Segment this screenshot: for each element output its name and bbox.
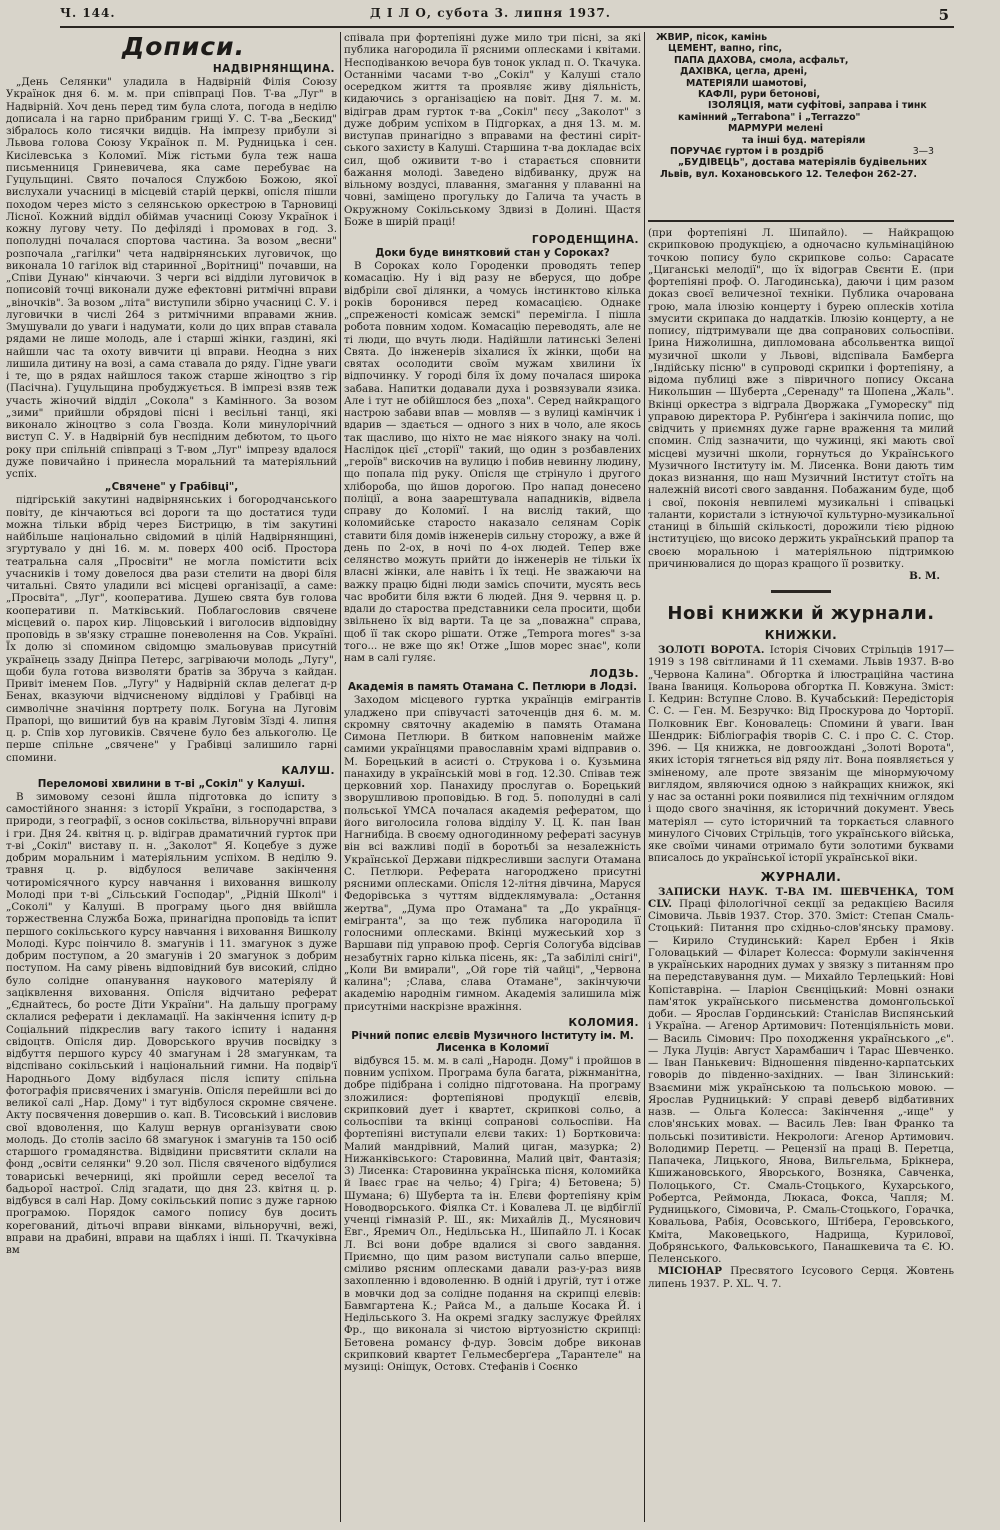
- masthead-rule: [60, 26, 954, 28]
- ad-line: ІЗОЛЯЦІЯ, мати суфітові, заправа і тинк: [708, 100, 927, 112]
- article-day-of-peasant-woman: „День Селянки" уладила в Надвірній Філія Союзу Українок дня 6. м. м. при співпраці Пов. Т-ва „Луг" в Надвірній. Хоч день перед тим була слота, погода в неділю дописала і на гарно прибраним грищі У. С. Т-ва „Бескид" зібралось коло тисячки видців. На імпрезу прибули зі Львова голова Союзу Українок п. М. Рудницька і сен. Кисілевська з Коломиї. Між гістьми була теж наша письменниця Гриневичева, яка саме перебуває на Гуцульщині. Свято почалося Службою Божою, якої вислухали учасниці в місцевій старій церкві, опісля пішли походом через місто з селянською оркестрою в Тарновиці Лісної. Кожний відділ обіймав учасниці Союзу Українок і кожну лугову чету. По дефіляді і промовах в год. 3. пополудні почалася спортова частина. За возом „весни" розпочала „гагілки" чета надвірнянських луговичок, що виконала 10 гагілок від старинної „Ворітниці" почавши, на „Співи Дунаю" кінчаючи. З черги всі відділи луговичок в пописовій точці виконали дуже ефектовні ритмічні вправи „віночків". За возом „літа" виступили збірно учасниці С. У. і луговички в числі 264 з ритмічними вправами жнив. Змушували до уваги і надумати, коли до цих вправ ставала рядами не лише молодь, але і старші жінки, газдині, які найшли час та охоту вивчити ці вправи. Неодна з них лишила дитину на возі, а сама ставала до ряду. Гідне уваги і те, що в рядах найшлося також старше жіноцтво з гір (Пасічна). Гуцульщина пробуджується. В імпрезі взяв теж участь жіночий відділ „Сокола" з Камінного. За возом „зими" прийшли обрядові пісні і весільні танці, які виконало жіноцтво з сола Гвозда. Коли минулорічний виступ С. У. в Надвірній був неспідним дебютом, то цього року при спільній співпраці з Т-вом „Луг" імпрезу вдалося дуже повичайно і принесла моральний та матеріяльний успіх.: [6, 76, 337, 480]
- region-heading-lodz: ЛОДЗЬ.: [589, 668, 639, 681]
- article-music-institute: відбувся 15. м. м. в салі „Народн. Дому" і пройшов в повним успіхом. Програма була багата, ріжнманітна, добре підібрана і солідно підготована. На програму зложилися: фортепіянові продукції елєвів, скрипковий дует і квартет, скрипкові сольо, а сольоспіви та вкінці сопранові сольоспіви. На фортепіяні виступали елєви таких: 1) Бортковича: Малий мандрівний, Малий циган, мазурка; 2) Нижанківського: Старовинна, Малий цвіт, Фантазія; 3) Лисенка: Старовинна українська пісня, коломийка й Іваєс грає на чельо; 4) Гріга; 4) Бетовена; 5) Шумана; 6) Шуберта та ін. Елєви фортепіяну крім Новодворського. Фіялка Ст. і Ковалева Л. це відбіглії ученці гімназій Р. Ш., як: Михайлів Д., Мусянович Евг., Яремич Ол., Недільська Н., Шипайло Л. і Косак Л. Всі вони добре вдалися зі свого завдання. Приємно, що цим разом виступали сальо вперше, сміливо рясним оплесками давали раз-у-раз вияв захопленню і вдоволенню. В одній і другій, тут і отже в мовчки дод за солідне подання на скрипці елєвів: Бавмгартена К.; Райса М., а дальше Косака Й. і Недільського З. На окремі згадку заслужує Фрейлях Фр., що виконала зі чистою віртуозністю скрипці: Бетовена романсу ф-дур. Зовсім добре виконав скрипковий квартет Гельмесберґера „Тарантеле" на музиці: Оніщук, Остовх. Стефанів і Соєнко: [344, 1054, 641, 1373]
- journal-description: Пресвятого Ісусового Серця. Жовтень липень 1937. Р. XL. Ч. 7.: [648, 1265, 954, 1290]
- ad-company: „БУДІВЕЦЬ", достава матеріялів будівельних: [678, 157, 927, 169]
- journal-zapysky-ntsh: [648, 886, 954, 1266]
- article-petliura-academy: Заходом місцевого гуртка українців емігрантів уладжено при співучасті заточенців дня 6. м. м. скромну святочну академію в память Отамана Симона Петлюри. В битком наповненім майже самими українцями православнім храмі відправив о. М. Борецький в асисті о. Струкова і о. Кузьмина панахиду в українській мові в год. 12.30. Співав теж церковний хор. Панахиду прослугав о. Борецький зворушливою проповідью. В год. 5. пополудні в салі польської YMCA почалася академія рефератом, що його виголосила голова відділу У. Ц. К. пан Іван Нагнибіда. В своєму одногодинному рефераті засунув він всі важливі події в боротьбі за незалежність Української Держави підкресливши заслуги Отамана С. Петлюри. Реферата нагороджено присутні рясними оплесками. Опісля 12-літня дівчина, Маруся Федорівська з чуттям віддеклямувала: „Остання жертва", „Дума про Отамана" та „До українця-емігранта", за що теж публика нагородила її голосними оплесками. Вкінці мужеський хор з Варшави під управою проф. Сергія Сологуба відсівав незабутніх гарно кілька пісень, як: „Та забілілі снігі", „Коли Ви вмирали", „Ой горе тій чайці", „Червона калина"; ;Слава, слава Отамане", закінчуючи академію народнім гимном. Академія залишила між присутніми наскрізне вражіння.: [344, 694, 641, 1013]
- headline-hrabivka: „Свячене" у Грабівці",: [104, 481, 239, 494]
- column-rule-1: [340, 32, 341, 1522]
- headline-music-institute: Річний попис елєвів Музичного Інституту ім. М. Лисенка в Коломиї: [351, 1029, 634, 1054]
- region-heading-nadvirna: НАДВІРНЯНЩИНА.: [212, 63, 335, 75]
- books-section-title: Нові книжки й журнали.: [667, 603, 935, 624]
- region-heading-kalush: КАЛУШ.: [281, 764, 335, 777]
- ad-line: ЖВИР, пісок, камінь: [656, 32, 768, 43]
- page-number: 5: [938, 6, 950, 24]
- ad-line: КАФЛІ, рури бетонові,: [698, 89, 821, 101]
- headline-sokil-kalush: Переломові хвилини в т-ві „Сокіл" у Калуші.: [37, 777, 306, 790]
- books-subheading: КНИЖКИ.: [764, 628, 838, 642]
- region-heading-horodenka: ГОРОДЕНЩИНА.: [531, 234, 639, 246]
- journal-description: Праці філологічної секції за редакцією Василя Сімовича. Львів 1937. Стор. 370. Зміст: Степан Смаль-Стоцький: Питання про східньо-слов'янську прамову. — Кирило Студинський: Карел Ербен і Яків Головацький — Філарет Колесса: Формули закінчення в українських народних думах у звязку з питанням про на передставування дум. — Михайло Терлецький: Нові Копіставріна. — Іларіон Свєнціцький: Мовні ознаки пам'яток українського письменства домонгольської доби. — Ярослав Гординський: Станіслав Виспянський і Україна. — Агенор Артимович: Потенціяльність мови. — Василь Сімович: Про походження українського „є". — Лука Луців: Август Харамбашич і Тарас Шевченко. — Іван Панькевич: Відношення південно-карпатських говорів до південно-західних. — Іван Зілинський: Взаємини між українською та польською мовою. — Ярослав Рудницький: У справі деверб відбативних назв. — Ольга Колесса: Закінчення „-ище" у слов'янських мовах. — Василь Лев: Іван Франко та польські позитивісти. Некрологи: Агенор Артимович. Володимир Перетц. — Рецензії на праці В. Перетца, Папачека, Лицького, Янова, Вильгельма, Брікнера, Кшижановського, Яворського, Возняка, Савченка, Полоцького, Ст. Смаль-Стоцького, Кухарського, Робертса, Реймонда, Люкаса, Фокса, Чапля; М. Рудницького, Сімовича, Р. Смаль-Стоцького, Горачка, Ковальова, Рабія, Осовського, Штібера, Геровського, Кміта, Маковецького, Надрища, Курилової, Добрянського, Фальковського, Панашкевича та Є. Ю. Пеленського.: [648, 897, 954, 1265]
- headline-soroky: Доки буде винятковий стан у Сороках?: [375, 247, 610, 259]
- journal-title: ЗАПИСКИ НАУК. Т-ВА ІМ. ШЕВЧЕНКА, ТОМ СLV.: [648, 885, 954, 910]
- headline-petliura-academy: Академія в память Отамана С. Петлюри в Лодзі.: [347, 681, 638, 694]
- article-soroky: В Сороках коло Городенки проводять тепер комасацію. Ну і від разу не вберуся, що добре відбріли свої ділянки, а чомусь інстинктово кілька років боронився перед комасацією. Однаке „спреженості комісаж земскі" перемігла. І пішла робота повним ходом. Комасацію переводять, але не ті люди, що вчуть люди. Надійшли латинські Зелені Свята. До інженерів зіхалися їх жінки, щоби на святах осолодити своїм мужам хвилини їх відпочинку. У городі біля їх дому почалася широка забава. Напитки додавали духа і розвязували язика. Але і тут не обійшлося без „поха". Серед найкращого настрою забави впав — мовляв — з вулиці камінчик і вдарив — здається — одного з них в чоло, але якось так щасливо, що ніхто не має ніякого знаку на чолі. Наслідок цієї „сторії" такий, що один з розбавлених „героїв" вискочив на вулицю і побив невинну людину, що попала під руку. Опісля ще стрінуло і другого хлібороба, що йшов дорогою. Про напад донесено поліції, а вона заарештувала нападників, відвела справу до Коломиї. І на вислід такий, що коломийське старосто наказало селянам Сорік ставити біля домів інженерів сильну сторожу, а вже й день по 2-ох, в ночі по 4-ох людей. Тепер вже селянство можуть прийти до інженерів не тільки їх власні жінки, але навіть і їх теці. Не зважаючи на важку працю бідні люди замісь спочити, мусять весь час вробити біля вжти 6 людей. Дня 9. червня ц. р. вдали до староства представники села просити, щоби звільнено їх від варти. Та це за „поважна" справа, щоб її так скоро рішати. Отже „Tempora mores" з-за того... не вже що як! Отже „Ішов морес знає", коли нам в салі гуляє.: [344, 260, 641, 664]
- ad-recommends-text: ПОРУЧАЄ гуртом і в роздріб: [670, 146, 824, 158]
- column-rule-2: [644, 32, 645, 1522]
- ad-line: камінний „Terrabona" і „Terrazzo": [678, 111, 861, 123]
- ad-line: та інші буд. матеріяли: [742, 134, 866, 146]
- ad-line: МАРМУРИ мелені: [728, 123, 823, 135]
- section-title: Дописи.: [122, 32, 246, 61]
- column-2: [344, 32, 641, 1522]
- column-3: [648, 32, 954, 1522]
- masthead: [60, 6, 950, 28]
- column-1: [6, 32, 337, 1522]
- ad-line: МАТЕРІЯЛИ шамотові,: [686, 77, 807, 89]
- article-music-institute-continued: (при фортепіяні Л. Шипайло). — Найкращою скрипковою продукцією, а одночасно кульмінаційною точкою попису було скрипкове сольо: Сарасате „Циганські мелодії", що їх відограв Свєнти Е. (при фортепіяні проф. О. Лагодинська), даючи і цим разом доказ своєї величезної техніки. Публика очарована грою, мала ілюзію концерту і бурею оплесків хотіла змусити скрипака до наддатків. Ілюзію концерту, а не попису, підтримували ще два сопранових сольоспіви. Ірина Нижолишна, дипломована абсольвентка вищої музичної школи у Львові, відспівала Бамберга „Індійську пісню" в супроводі скрипки і фортепіяну, а відома публиці вже з півричного попису Оксана Никольшин — Шуберта „Серенаду" та Шопена „Жаль". Вкінці оркестра з відграла Дворжака „Гумореску" під управою директора Р. Рубінґера і закінчила попис, що свідчить у приємнях дуже гарне враження та милий спомин. Слід зазначити, що чужинці, які мають свої місцеві музичні школи, горнуться до Українського Музичного Інституту ім. М. Лисенка. Вони дають тим доказ визнання, що наш Музичний Інститут стоїть на належній висоті свого завдання. Побажаним буде, щоб і свої, поконія невпилемі музикальні і співацькі таланти, користали з істнуючої культурно-музикальної станиці в більшій скількості, дорожили тією рідною інституцією, що високо держить український прапор та своєю моральною і матеріяльною підтримкою причинювалися до щораз кращого її розвитку.: [648, 227, 954, 570]
- article-signature: В. М.: [909, 570, 940, 582]
- book-description: Історія Січових Стрільців 1917—1919 з 198 світлинами й 11 схемами. Львів 1937. В-во „Червона Калина". Обгортка й ілюстраційна частина Івана Іваниця. Кольорова обгортка П. Ковжуна. Зміст: І. Кедрин: Вступне Слово. В. Кучабський: Передісторія С. С. — Ген. М. Безручко: Від Проскурова до Чорторії. Полковник Евг. Коновалець: Спомини й уваги. Іван Шендрик: Бібліографія творів С. С. і про С. С. Стор. 396. — Ця книжка, не довгоождані „Золоті Ворота", яких історія тягнеться від ряду літ. Вона появляється у зміненому, але проте звязанім ще мінормуючому виглядом, являючися одною з найкращих книжок, які у нас за останні роки появилися під технічним оглядом і щодо свого значіння, як історичний документ. Увесь матеріял — суто історичний та торкається славного минулого Січових Стрільців, того українського війська, яке своїми чинами отримало бути золотими буквами вписалось до української історії української віки.: [648, 644, 954, 865]
- journal-misionar: [648, 1265, 954, 1290]
- ad-line: ЦЕМЕНТ, вапно, гіпс,: [668, 43, 783, 55]
- journals-subheading: ЖУРНАЛИ.: [760, 869, 842, 884]
- ad-line: ДАХІВКА, цегла, дренi,: [680, 66, 808, 78]
- ad-address: Львів, вул. Кохановського 12. Телефон 262-27.: [660, 168, 917, 180]
- ad-run-counter: 3—3: [912, 146, 934, 158]
- advertisement-budivets: [648, 32, 954, 220]
- section-divider: [771, 590, 831, 593]
- book-title: ЗОЛОТІ ВОРОТА.: [658, 644, 765, 656]
- region-heading-kolomyia: КОЛОМИЯ.: [568, 1016, 639, 1029]
- book-zoloti-vorota: [648, 644, 954, 865]
- ad-recommends: [648, 146, 954, 157]
- article-sokil-kalush: В зимовому сезоні йшла підготовка до іспиту з самостійного знання: з історії України, з господарства, з природи, з географії, з основ сокільства, вільноручні вправи і гри. Дня 24. квітня ц. р. відіграв драматичний гурток при т-ві „Сокіл" виставу п. н. „Заколот" Я. Коцебуе з дуже добрим моральним і матеріяльним успіхом. В неділю 9. травня ц. р. відбулося величаве закінчення чотиромісячного курсу навчання і виховання вишколу Молоді при т-ві „Сільський Господар", „Рідній Школі" і „Соколі" у Калуші. В програму цього дня ввійшла торжественна Служба Божа, принагідна проповідь та іспит першого сокільського курсу навчання і виховання Вишколу Молоді. Курс поінчило 8. змагунів і 11. змагунок з дуже добрим поступом, а 20 змагунів і 20 змагунок з добрим поступом. На саму рівень відповідний був високий, слідно було солідне опанування наукового матеріялу й заціквлення виховання. Опісля відчитано реферат „Єднайтесь, бо росте Діти України". На дальшу програму склалися реферати і декламації. На закінчення іспиту д-р Соціальний підкреслив вагу такого іспиту і надання свідоцтв. Опісля дир. Доворського вручив посвідку з відбуття першого курсу 40 змагунам і 28 змагункам, та відспівано сокільський і національний гимни. На подвір'ї Народнього Дому відбулася після іспиту спільна фотографія присвячених і змагунів. Опісля перейшли всі до великої салі „Нар. Дому" і тут відбулося скромне свячене. Акту посвячення довершив о. кап. В. Тисовський і висловив свої вдоволення, що Калуш вернув організувати свою молодь. До столів засіло 68 змагунок і змагунів та 150 осіб старшого громадянства. Відвідини присвятити склали на фонд „освіти селянки" 9.20 зол. Після свяченого відбулися товариські вечерниці, які пройшли серед веселої та бадьорої настрої. Слід згадати, що дня 23. квітня ц. р. відбувся в салі Нар. Дому сокільський попис з дуже гарною програмою. Порядок самого попису був досить корегований, дітьочі вправи вінками, вільноручні, вежі, вправи на драбині, вправи на щаблях і інші. П. Ткачуківна вм: [6, 790, 337, 1256]
- ad-rule: [648, 220, 954, 222]
- article-sokil-kalush-continued: співала при фортепіяні дуже мило три пісні, за які публика нагородила її рясними оплесками і квітами. Несподіванкою вечора був тонок уклад п. О. Ткачука. Останніми часами т-во „Сокіл" у Калуші стало осередком життя та проявляє живу діяльність, кидаючись з організацією на повіт. Дня 7. м. м. відіграв драм гурток т-ва „Сокіл" пєсу „Заколот" з дуже добрим успіхом в Підгорках, а дня 13. м. м. виступав принагідно з вправами на фестині сиріт-ського захисту в Калуші. Старшина т-ва докладає всіх сил, щоб оживити т-во і старається сповнити бажання молоді. Заведено відбиванку, друж на вільному воздусі, плавання, змагання у плаванні на човні, заміщено прогульку до Галича та участь в Окружному Сокільському Здвизі в Долині. Щастя Боже в ширій праці!: [344, 32, 641, 228]
- journal-title: МІСІОНАР: [658, 1265, 723, 1278]
- ad-line: ПАПА ДАХОВА, смола, асфальт,: [674, 54, 849, 66]
- issue-number: Ч. 144.: [60, 6, 116, 20]
- article-hrabivka: підгірській закутині надвірнянських і богородчанського повіту, де кінчаються всі дороги та що достатися туди можна тільки вбрід через Бистрицю, в тім закутині найбільше національно свідомий в цілій Надвірнянщині, згуртувало у дні 16. м. м. поверх 400 осіб. Простора театральна саля „Просвіти" не могла помістити всіх учасників і тому довелося два рази стелити на дворі біля читальні. Свято уладили всі місцеві організації, а саме: „Просвіта", „Луг", кооператива. Душею свята був голова кооперативи п. Матківський. Поблагословив свячене місцевий о. парох кир. Ліцовський і виголосив відповідну проповідь в зв'язку страшне поневолення на Сов. Україні. Їх долю зі спомином свідомцю змальовував присутній українець ззаду Дніпра Петерс, загріваючи молодь „Лугу", щоби була готова визволяти братів за Збруча з кайдан. Привіт іменем Пов. „Лугу" у Надвірній склав делегат д-р Бенах, вказуючи відчисненому відділові у Грабівці на символічне значіння портрету полк. Богуна на Луговім Прапорі, що вишитий був на кравім Луговім Зїзді 4. липня ц. р. Спів хор луговиків. Свячене було без алькоголю. Це перше спільне „свячене" у Грабівці залишило гарні спомини.: [6, 494, 337, 764]
- masthead-title-date: Д І Л О, субота 3. липня 1937.: [370, 6, 611, 20]
